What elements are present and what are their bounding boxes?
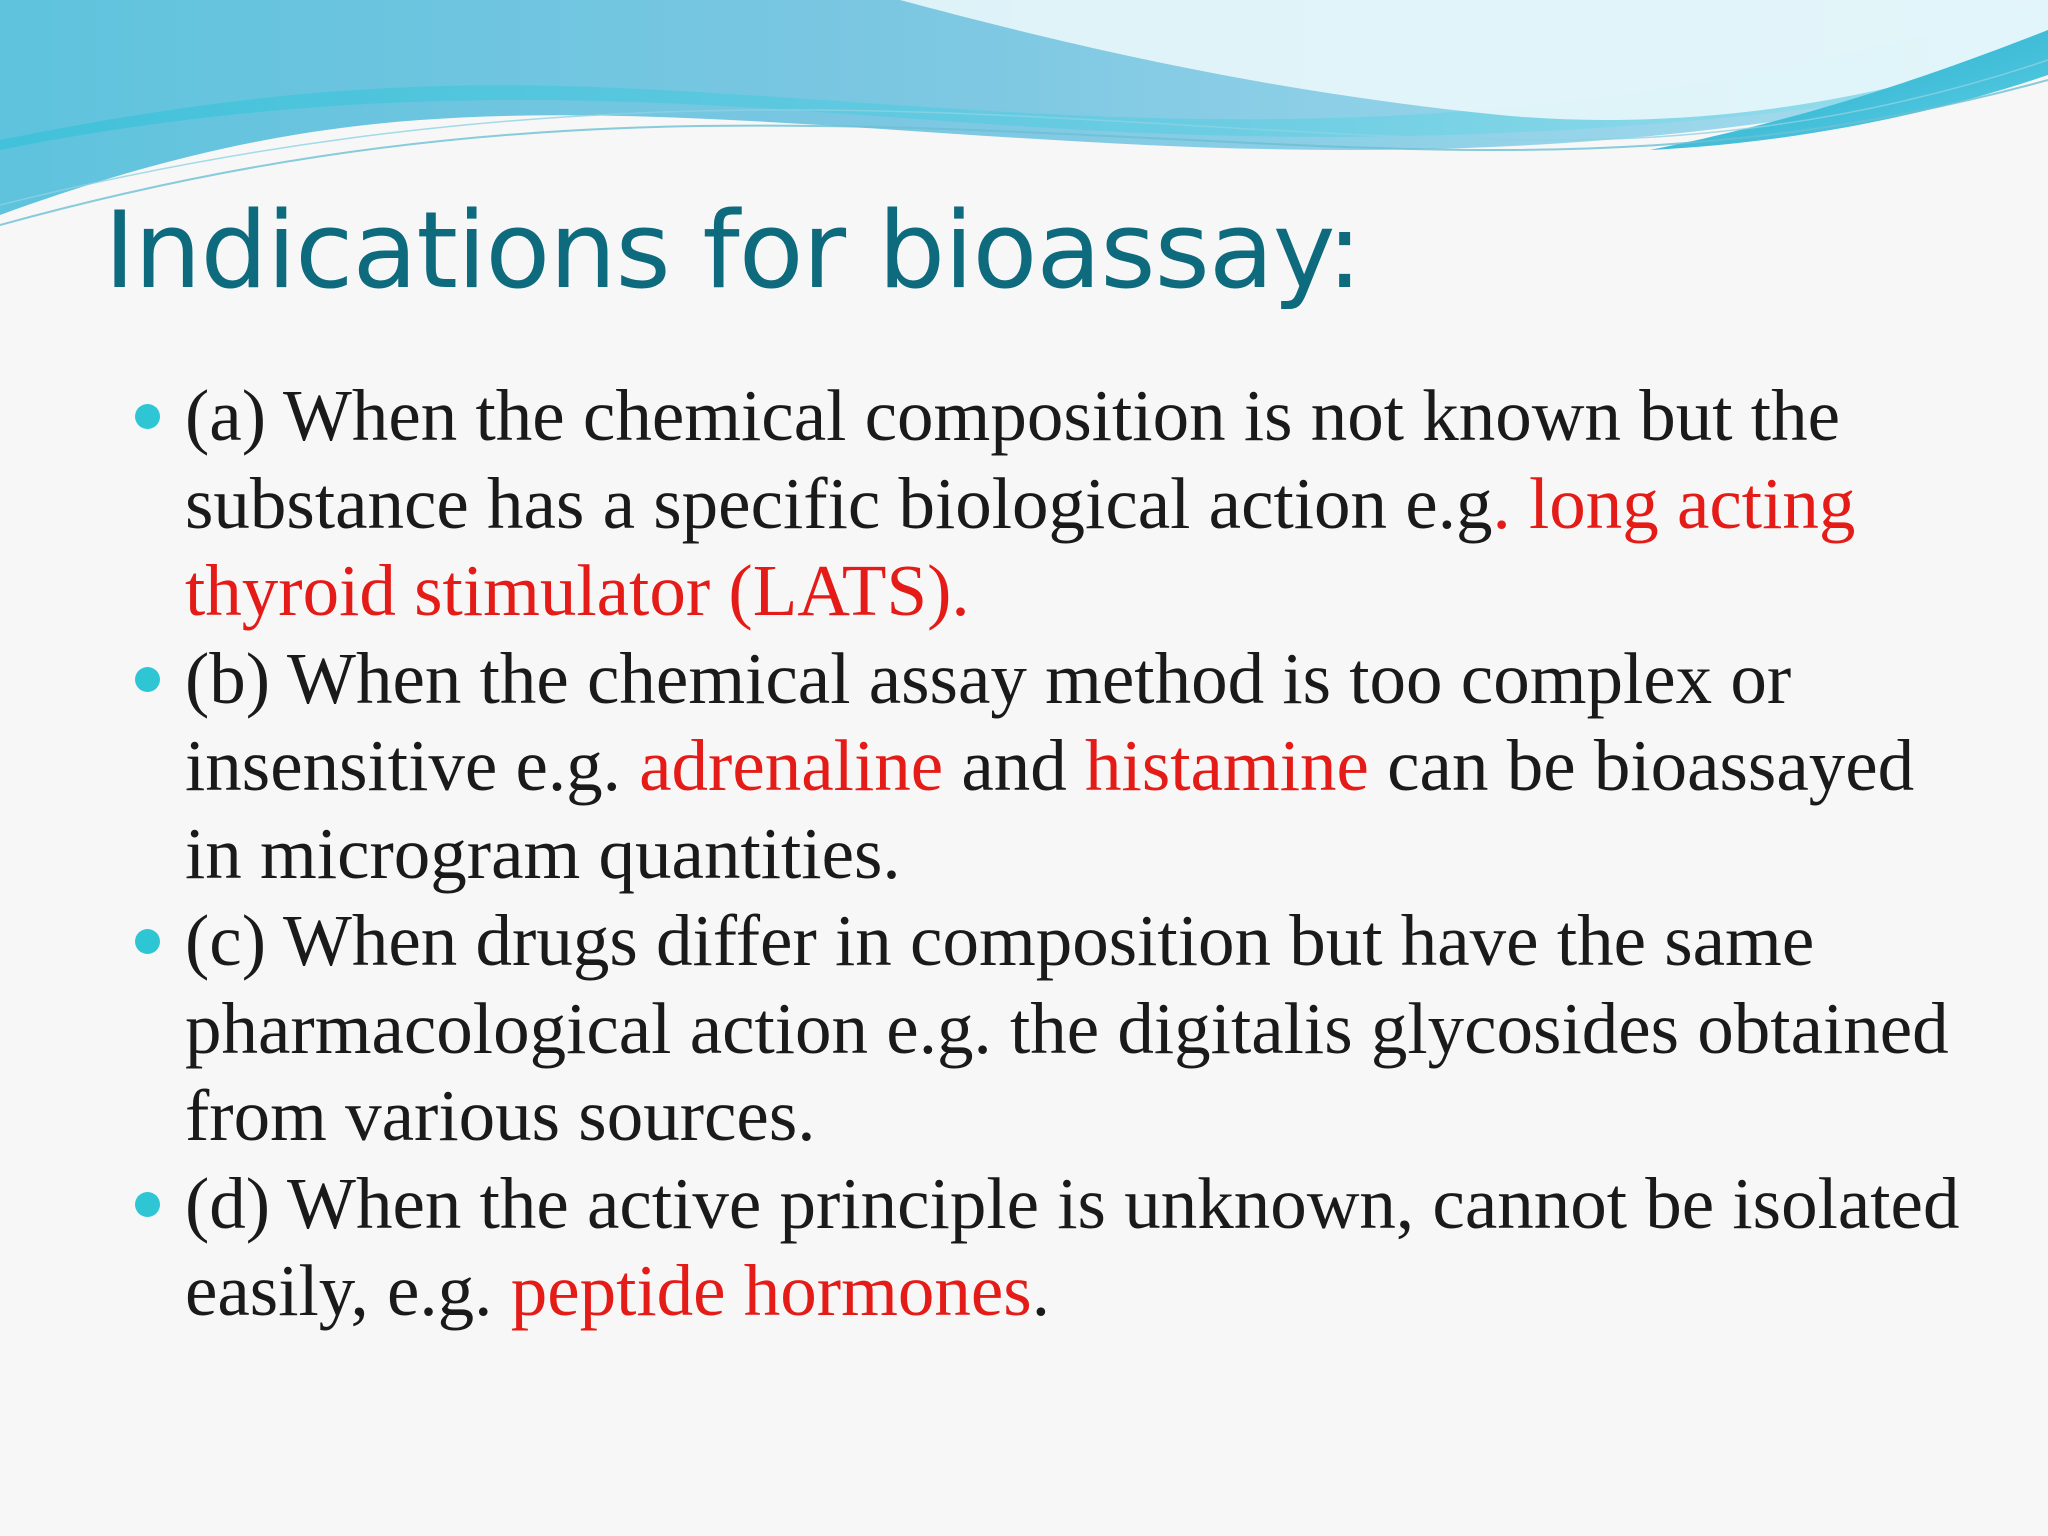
- bullet-dot-icon: [135, 404, 160, 429]
- bullet-text: can be bioassayed in microgram quantities.: [185, 725, 1915, 894]
- bullet-text: (a) When the chemical composition is not known but the substance has a specific biological action e.g: [185, 375, 1840, 544]
- bullet-dot-icon: [135, 929, 160, 954]
- bullet-text: (b) When the chemical assay method is too complex or insensitive e.g.: [185, 637, 1792, 806]
- bullet-text: (c) When drugs differ in composition but have the same pharmacological action e.g. the digitalis glycosides obtained from various sources.: [185, 900, 1949, 1156]
- bullet-item: [185, 897, 1975, 1160]
- slide-title: Indications for bioassay:: [104, 189, 1362, 312]
- bullet-dot-icon: [135, 667, 160, 692]
- bullet-item: [185, 635, 1975, 898]
- bullet-dot-icon: [135, 1192, 160, 1217]
- bullet-item: [185, 372, 1975, 635]
- highlighted-text: histamine: [1085, 725, 1369, 806]
- bullet-text: and: [943, 725, 1086, 806]
- highlighted-text: adrenaline: [639, 725, 944, 806]
- bullet-item: [185, 1160, 1975, 1335]
- highlighted-text: . long acting thyroid stimulator (LATS).: [185, 462, 1856, 631]
- highlighted-text: peptide hormones: [510, 1250, 1032, 1331]
- bullet-list: [185, 372, 1975, 1335]
- bullet-text: .: [1031, 1250, 1050, 1331]
- bullet-text: (d) When the active principle is unknown, cannot be isolated easily, e.g.: [185, 1162, 1960, 1331]
